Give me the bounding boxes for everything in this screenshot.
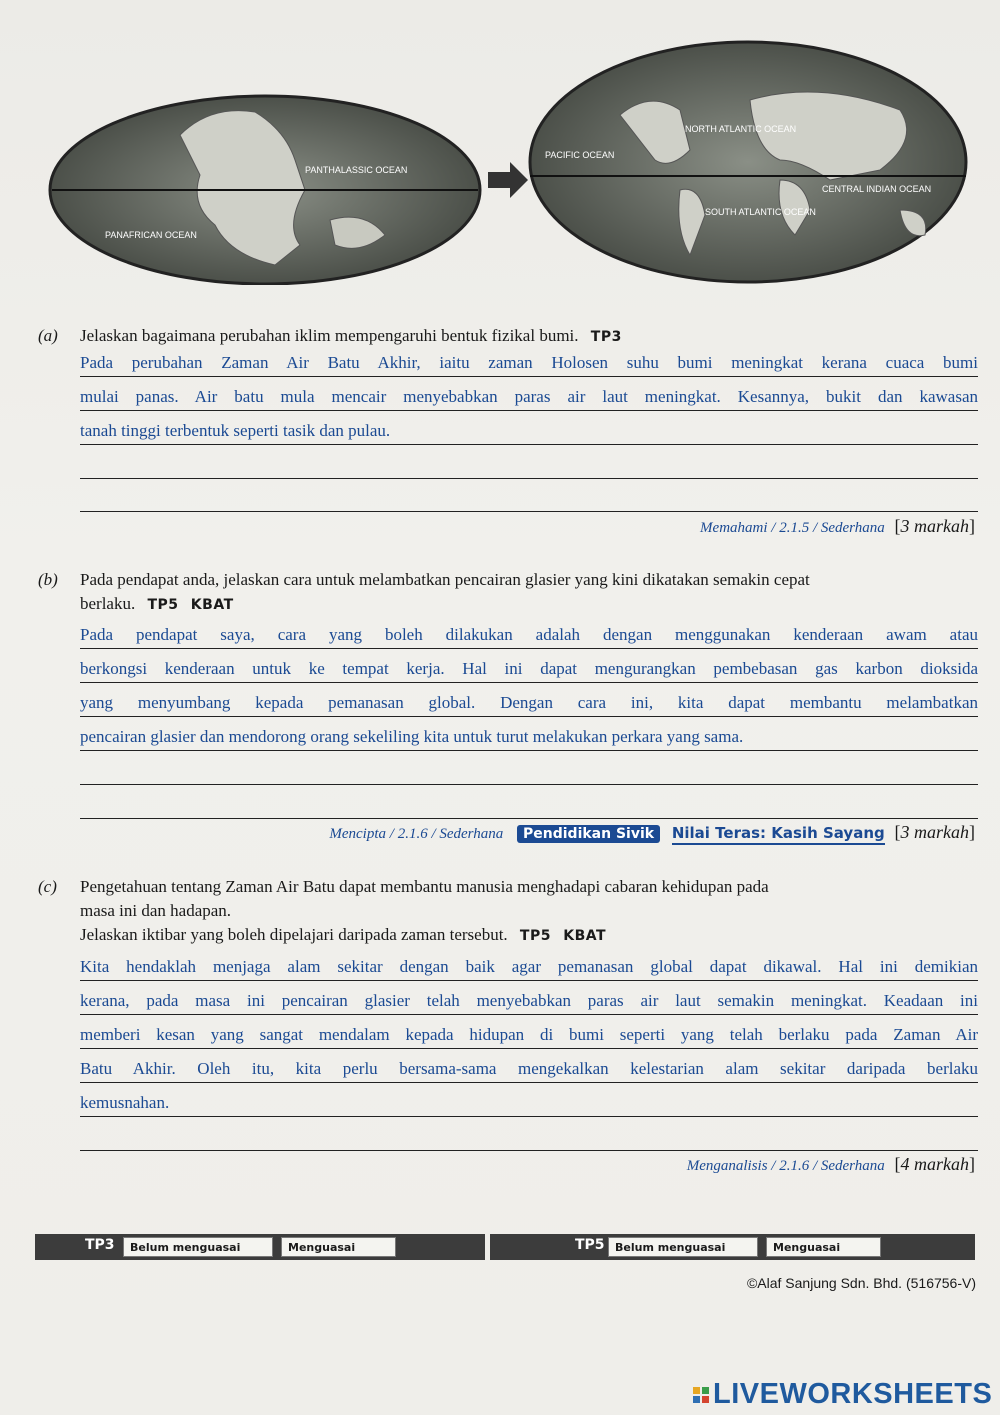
mastered-checkbox[interactable]: Menguasai [766, 1237, 881, 1257]
skill-level: Memahami / 2.1.5 / Sederhana [700, 520, 885, 536]
meta-b: Mencipta / 2.1.6 / Sederhana Pendidikan Sivik Nilai Teras: Kasih Sayang [3 markah] [329, 822, 975, 843]
question-text: Jelaskan iktibar yang boleh dipelajari daripada zaman tersebut. [80, 925, 508, 944]
not-mastered-checkbox[interactable]: Belum menguasai [123, 1237, 273, 1257]
answer-line: berkongsi kenderaan untuk ke tempat kerja. Hal ini dapat mengurangkan pembebasan gas karbon dioksida [80, 659, 978, 678]
answer-line: pencairan glasier dan mendorong orang sekeliling kita untuk turut melakukan perkara yang sama. [80, 727, 744, 746]
mastered-checkbox[interactable]: Menguasai [281, 1237, 396, 1257]
meta-c: Menganalisis / 2.1.6 / Sederhana [4 markah] [686, 1154, 975, 1174]
answer-line: kemusnahan. [80, 1093, 170, 1112]
tp-badge: TP5 [147, 597, 179, 613]
marks: 3 markah [900, 822, 969, 842]
question-text: Jelaskan bagaimana perubahan iklim mempengaruhi bentuk fizikal bumi. [80, 326, 579, 345]
mastery-bar-tp5 [490, 1234, 975, 1260]
answer-line: Kita hendaklah menjaga alam sekitar dengan baik agar pemanasan global dapat dikawal. Hal ini demikian [80, 957, 978, 976]
arrow-right-icon [488, 162, 528, 198]
pangaea-map [50, 96, 480, 284]
question-label: (b) [38, 570, 58, 589]
tp-badge: TP3 [85, 1237, 115, 1253]
answer-line: Batu Akhir. Oleh itu, kita perlu bersama-sama mengekalkan kelestarian alam sekitar daripada berlaku [80, 1059, 978, 1078]
question-c [38, 875, 978, 949]
answer-line: Pada pendapat saya, cara yang boleh dilakukan adalah dengan menggunakan kenderaan awam atau [80, 625, 978, 644]
mastery-bar-tp3 [35, 1234, 485, 1260]
not-mastered-checkbox[interactable]: Belum menguasai [608, 1237, 758, 1257]
blank-line[interactable] [80, 478, 978, 479]
question-b [38, 568, 978, 618]
answer-line: Pada perubahan Zaman Air Batu Akhir, iaitu zaman Holosen suhu bumi meningkat kerana cuaca bumi [80, 353, 978, 372]
question-text: Pada pendapat anda, jelaskan cara untuk melambatkan pencairan glasier yang kini dikatakan semakin cepat [80, 570, 810, 589]
answer-line: mulai panas. Air batu mula mencair menyebabkan paras air laut meningkat. Kesannya, bukit dan kawasan [80, 387, 978, 406]
modern-world-map [530, 42, 966, 282]
map-label: PANAFRICAN OCEAN [105, 230, 197, 240]
map-label: SOUTH ATLANTIC OCEAN [705, 207, 816, 217]
continental-drift-maps [40, 40, 975, 285]
question-text: masa ini dan hadapan. [80, 901, 232, 920]
answer-line: yang menyumbang kepada pemanasan global. Dengan cara ini, kita dapat membantu melambatkan [80, 693, 978, 712]
skill-level: Menganalisis / 2.1.6 / Sederhana [686, 1158, 885, 1174]
marks: 4 markah [900, 1154, 969, 1174]
civic-badge: Pendidikan Sivik [517, 825, 660, 843]
tp-badge: TP3 [590, 329, 622, 345]
blank-line[interactable] [80, 511, 978, 512]
liveworksheets-logo [693, 1378, 992, 1411]
blank-line[interactable] [80, 1150, 978, 1151]
kbat-badge: KBAT [190, 597, 234, 613]
answer-line: memberi kesan yang sangat mendalam kepada hidupan di bumi seperti yang telah berlaku pada Zaman Air [80, 1025, 978, 1044]
map-label: PANTHALASSIC OCEAN [305, 165, 408, 175]
copyright-text: Alaf Sanjung Sdn. Bhd. (516756-V) [757, 1275, 976, 1291]
copyright-icon: © [746, 1275, 758, 1291]
question-text: Pengetahuan tentang Zaman Air Batu dapat membantu manusia menghadapi cabaran kehidupan pada [80, 877, 769, 896]
copyright [747, 1275, 976, 1291]
brand-text: LIVEWORKSHEETS [713, 1378, 993, 1410]
blank-line[interactable] [80, 784, 978, 785]
question-label: (c) [38, 877, 57, 896]
question-text: berlaku. [80, 594, 136, 613]
skill-level: Mencipta / 2.1.6 / Sederhana [329, 826, 504, 842]
kbat-badge: KBAT [563, 928, 607, 944]
map-label: NORTH ATLANTIC OCEAN [685, 124, 797, 134]
question-label: (a) [38, 326, 58, 345]
map-label: CENTRAL INDIAN OCEAN [822, 184, 932, 194]
core-value: Nilai Teras: Kasih Sayang [672, 824, 885, 845]
meta-a: Memahami / 2.1.5 / Sederhana [3 markah] [700, 516, 975, 536]
tp-badge: TP5 [519, 928, 551, 944]
liveworksheets-icon [693, 1387, 709, 1403]
answer-line: kerana, pada masa ini pencairan glasier telah menyebabkan paras air laut semakin meningkat. Keadaan ini [80, 991, 978, 1010]
tp-badge: TP5 [575, 1237, 605, 1253]
blank-line[interactable] [80, 818, 978, 819]
answer-line: tanah tinggi terbentuk seperti tasik dan pulau. [80, 421, 391, 440]
map-label: PACIFIC OCEAN [545, 150, 615, 160]
marks: 3 markah [900, 516, 969, 536]
